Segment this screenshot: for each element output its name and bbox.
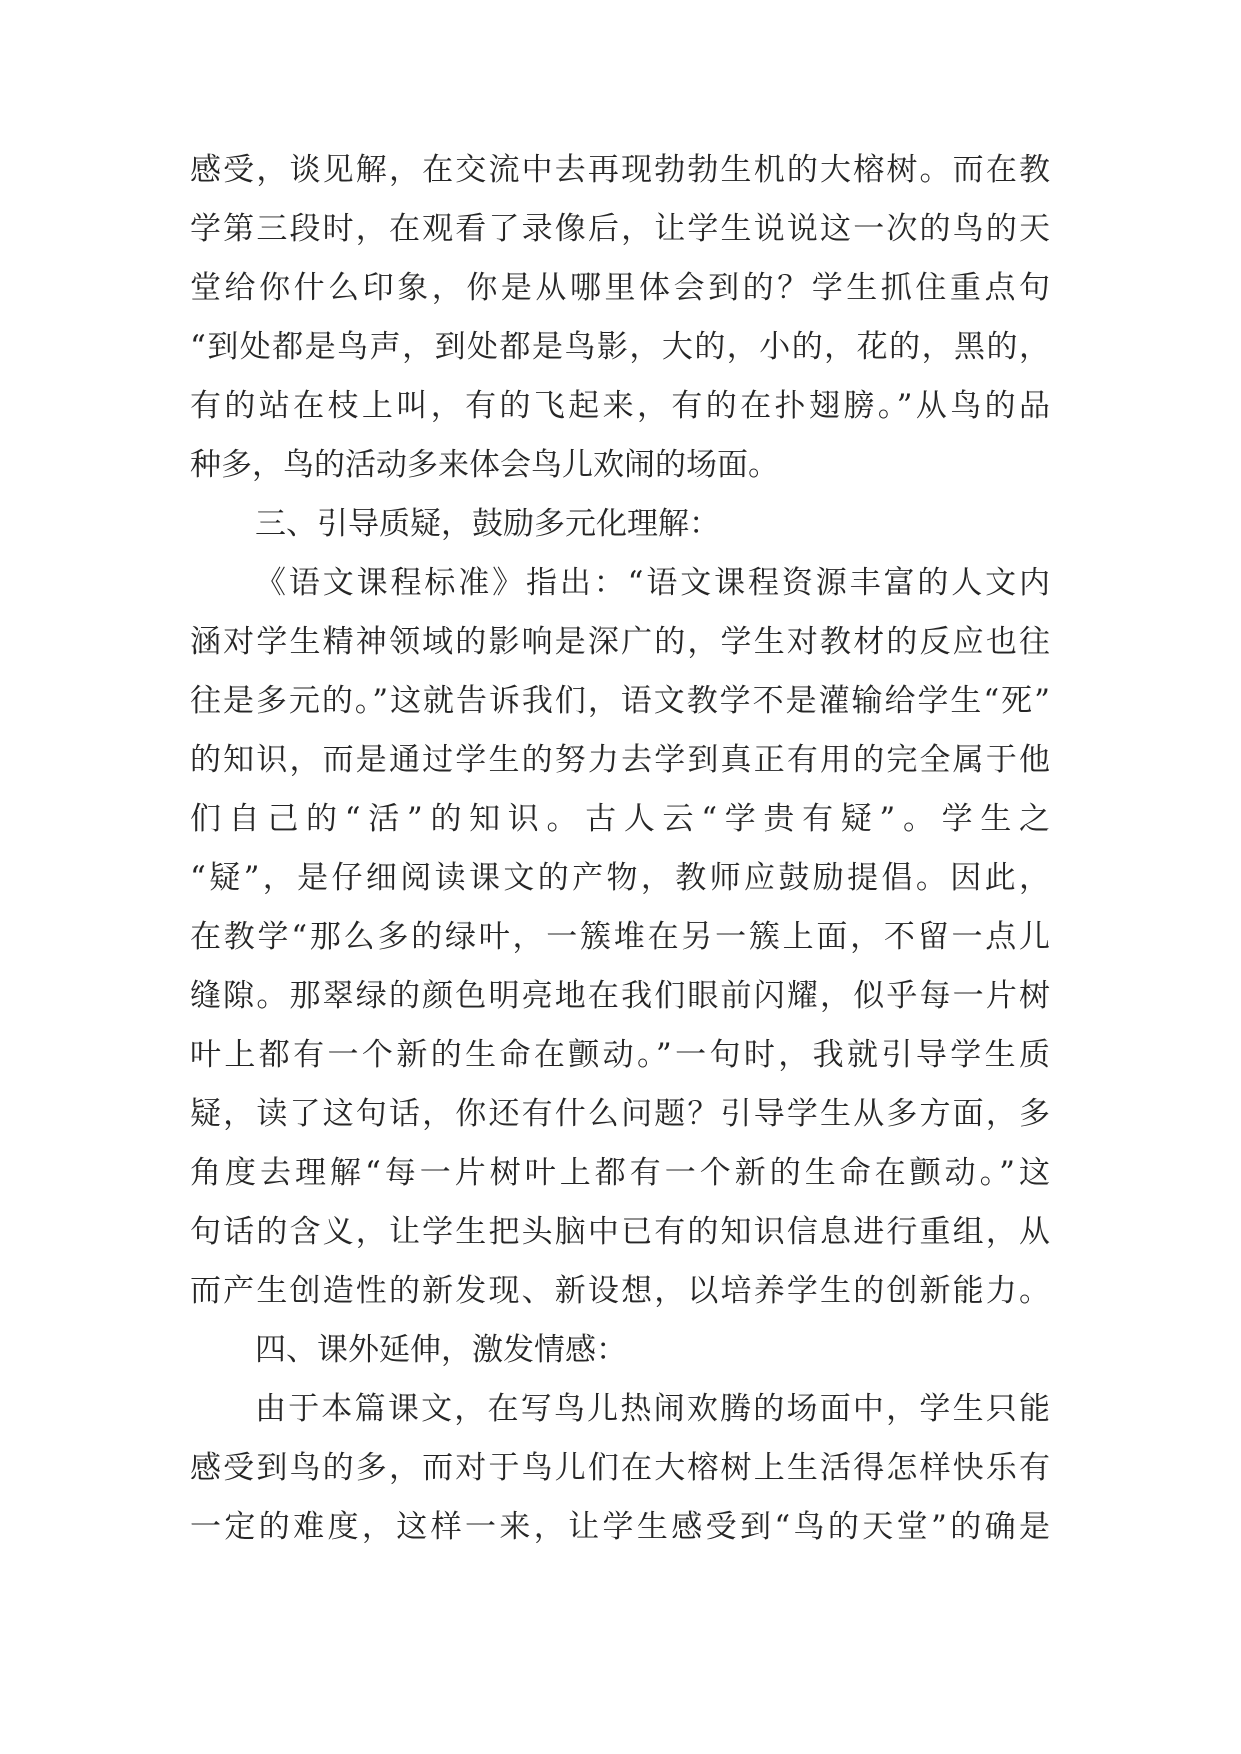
- text-line: 种多，鸟的活动多来体会鸟儿欢闹的场面。: [190, 447, 779, 483]
- text-line: 缝隙。那翠绿的颜色明亮地在我们眼前闪耀，似乎每一片树: [190, 978, 1050, 1014]
- text-line: 感受到鸟的多，而对于鸟儿们在大榕树上生活得怎样快乐有: [190, 1450, 1050, 1486]
- section-heading: 三、引导质疑，鼓励多元化理解：: [255, 506, 720, 542]
- text-line: 疑，读了这句话，你还有什么问题？引导学生从多方面，多: [190, 1096, 1050, 1132]
- text-line: 学第三段时，在观看了录像后，让学生说说这一次的鸟的天: [190, 211, 1050, 247]
- text-line: 《语文课程标准》指出：“语文课程资源丰富的人文内: [255, 565, 1050, 601]
- text-line: 句话的含义，让学生把头脑中已有的知识信息进行重组，从: [190, 1214, 1050, 1250]
- text-line: 一定的难度，这样一来，让学生感受到“鸟的天堂”的确是: [190, 1509, 1050, 1545]
- text-line: 的知识，而是通过学生的努力去学到真正有用的完全属于他: [190, 742, 1050, 778]
- text-line: 在教学“那么多的绿叶，一簇堆在另一簇上面，不留一点儿: [190, 919, 1050, 955]
- text-line: 感受，谈见解，在交流中去再现勃勃生机的大榕树。而在教: [190, 152, 1050, 188]
- text-line: 叶上都有一个新的生命在颤动。”一句时，我就引导学生质: [190, 1037, 1050, 1073]
- text-line: 而产生创造性的新发现、新设想，以培养学生的创新能力。: [190, 1273, 1050, 1309]
- text-line: 往是多元的。”这就告诉我们，语文教学不是灌输给学生“死”: [190, 683, 1050, 719]
- text-line: 堂给你什么印象，你是从哪里体会到的？学生抓住重点句: [190, 270, 1050, 306]
- text-line: 角度去理解“每一片树叶上都有一个新的生命在颤动。”这: [190, 1155, 1050, 1191]
- section-heading: 四、课外延伸，激发情感：: [255, 1332, 627, 1368]
- text-line: 涵对学生精神领域的影响是深广的，学生对教材的反应也往: [190, 624, 1050, 660]
- text-line: 们自己的“活”的知识。古人云“学贵有疑”。学生之: [190, 801, 1050, 837]
- text-line: “到处都是鸟声，到处都是鸟影，大的，小的，花的，黑的，: [190, 329, 1050, 365]
- text-line: “疑”，是仔细阅读课文的产物，教师应鼓励提倡。因此，: [190, 860, 1050, 896]
- text-line: 有的站在枝上叫，有的飞起来，有的在扑翅膀。”从鸟的品: [190, 388, 1050, 424]
- text-line: 由于本篇课文，在写鸟儿热闹欢腾的场面中，学生只能: [255, 1391, 1050, 1427]
